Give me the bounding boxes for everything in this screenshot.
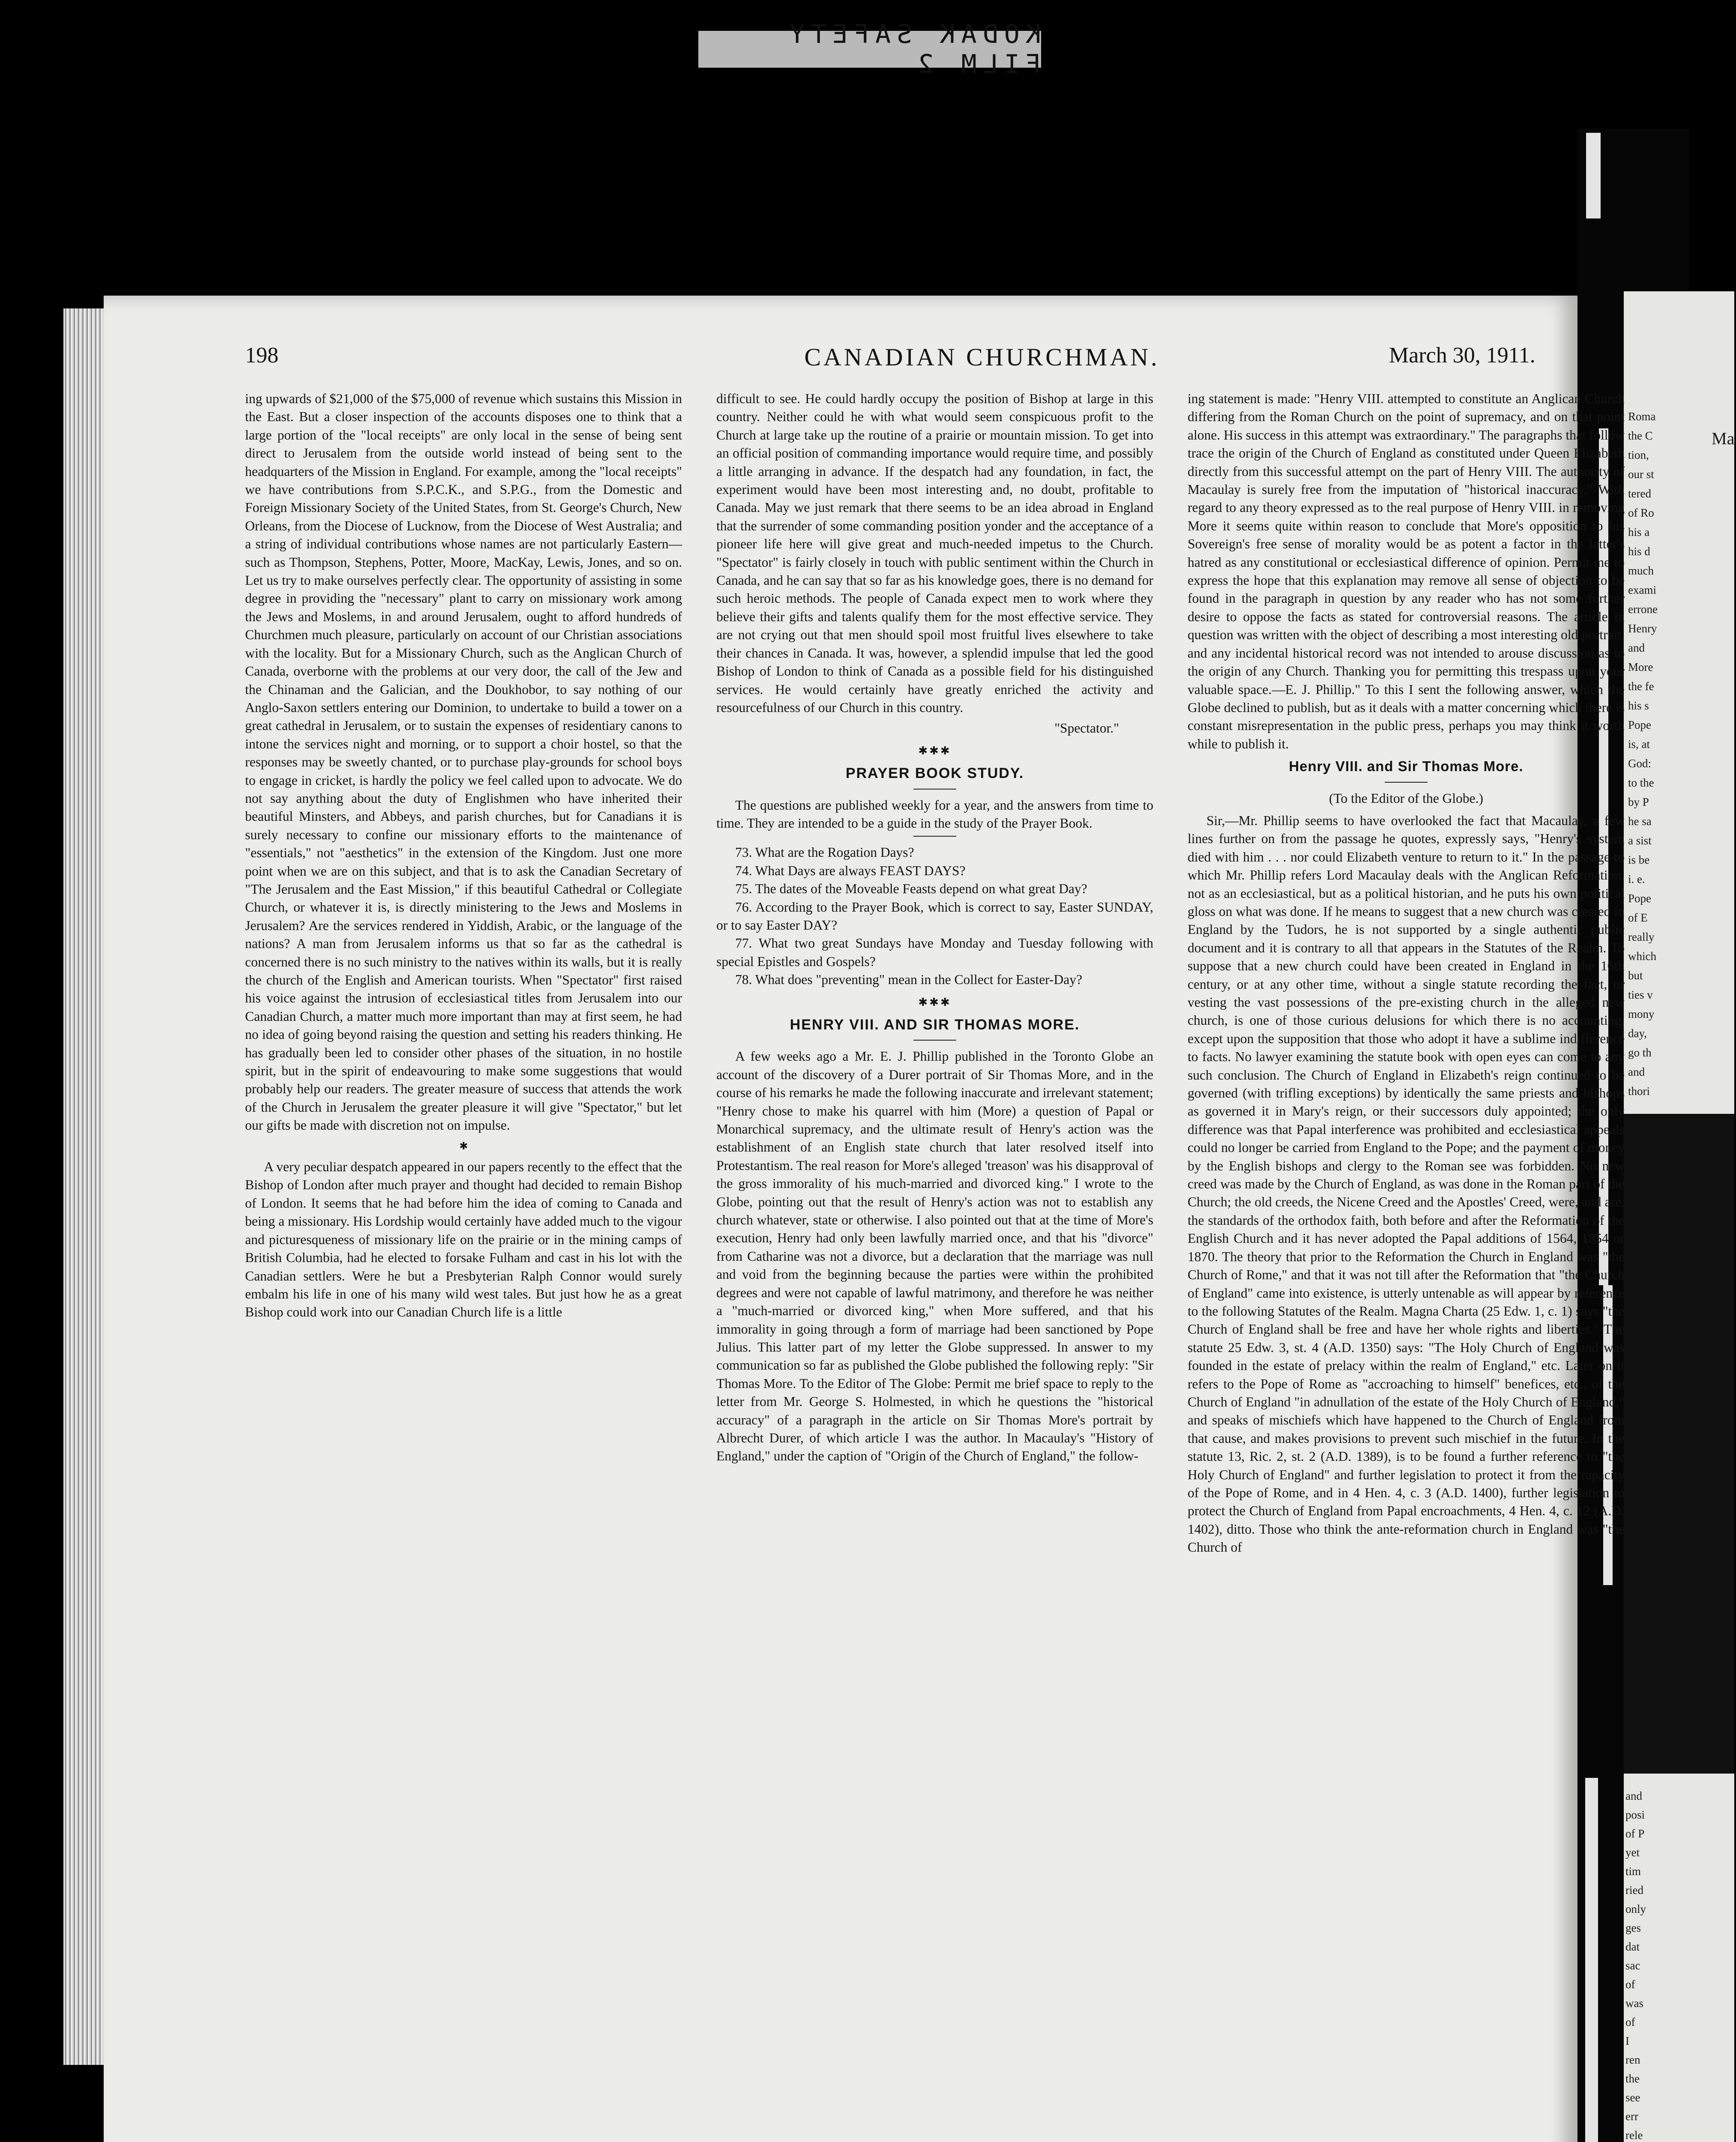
heading-rule — [913, 1040, 956, 1041]
facing-page-line: the — [1625, 2072, 1640, 2085]
column-2 — [716, 390, 1153, 1466]
gutter-bar — [1586, 133, 1601, 218]
question-item: 74. What Days are always FEAST DAYS? — [735, 863, 966, 878]
facing-page-line: mony — [1628, 1008, 1655, 1020]
facing-page-line: I — [1625, 2034, 1629, 2047]
spectator-signoff: "Spectator." — [1054, 721, 1119, 736]
facing-page-line: ried — [1625, 1884, 1643, 1897]
facing-page-line: a sist — [1628, 834, 1652, 847]
film-strip — [0, 0, 1734, 111]
question-item: 75. The dates of the Moveable Feasts depend on what great Day? — [735, 881, 1087, 897]
spectator-article-body: ing upwards of $21,000 of the $75,000 of revenue which sustains this Mission in the East. But a closer inspection of the accounts disposes one to think that a large portion of the "local receipts" are only local in the sense of being sent direct to Jerusalem from the outside world instead of being sent to the headquarters of the Mission in England. For example, among the "local receipts" we have contributions from S.P.C.K., and S.P.G., from the Domestic and Foreign Missionary Society of the United States, from St. George's Church, New Orleans, from the Diocese of Lucknow, from the Diocese of West Australia; and a string of individual contributions whose names are not particularly Eastern—such as Thompson, Stephens, Potter, Moore, MacKay, Lewis, Jones, and so on. Let us try to make ourselves perfectly clear. The opportunity of assisting in some degree in providing the "necessary" plant to carry on missionary work among the Jews and Moslems, in and around Jerusalem, ought to afford hundreds of Churchmen much pleasure, particularly on account of our Christian associations with the locality. But for a Missionary Church, such as the Anglican Church of Canada, overborne with the problems at our very door, the call of the Jew and the Chinaman and the Galician, and the Doukhobor, to say nothing of our Anglo-Saxon settlers entering our Dominion, to undertake to build a tower on a great cathedral in Jerusalem, or to sustain the expenses of residentiary canons to intone the services night and morning, or to support a choir hostel, so that the responses may be sweetly chanted, or to purchase play-grounds for school boys to engage in cricket, is hardly the policy we feel called upon to advocate. We do not say anything about the duty of Englishmen who have inherited their beautiful Minsters, and Abbeys, and parish churches, but for Canadians it is surely necessary to confine our missionary efforts to the maintenance of "essentials," not "aesthetics" in the extension of the Kingdom. Just one more point when we are on this subject, and that is to ask the Canadian Secretary of "The Jerusalem and the East Mission," if this beautiful Cathedral or Collegiate Church, or whatever it is, is directly ministering to the Jews and Moslems in Jerusalem? Are the services rendered in Yiddish, Arabic, or the language of the nations? A man from Jerusalem informs us that so far as the cathedral is concerned there is no such ministry to the natives within its walls, but it is really the church of the English and American tourists. When "Spectator" first raised his voice against the intrusion of ecclesiastical titles from Jerusalem into our Canadian Church, a matter much more important than may at first seem, he had no idea of going beyond raising the question and setting his readers thinking. He has gradually been led to consider other phases of the situation, in no hostile spirit, but in the spirit of endeavouring to make some suggestions that would probably help our readers. The greater measure of success that attends the work of the Church in Jerusalem the greater pleasure it will give "Spectator," but let our gifts be made with discretion not on impulse. — [245, 391, 682, 1133]
facing-page-line: of — [1625, 1978, 1635, 1991]
facing-page-line: day, — [1628, 1027, 1647, 1040]
prayer-book-study-heading: PRAYER BOOK STUDY. — [845, 765, 1024, 782]
prayer-book-intro: The questions are published weekly for a year, and the answers from time to time. They are intended to be a guide in the study of the Prayer Book. — [716, 797, 1153, 831]
facing-page-line: was — [1625, 1997, 1643, 2010]
question-list — [716, 844, 1153, 989]
facing-page-line: God: — [1628, 757, 1651, 770]
section-dingbat: ✱✱✱ — [918, 996, 952, 1008]
question-item: 76. According to the Prayer Book, which is correct to say, Easter SUNDAY, or to say Easter DAY? — [716, 899, 1153, 933]
facing-page-line: tim — [1625, 1865, 1641, 1878]
stacked-page-edges — [63, 308, 104, 2065]
facing-page-line: Pope — [1628, 718, 1651, 731]
heading-rule — [913, 836, 956, 837]
facing-page-line: Henry — [1628, 622, 1657, 635]
facing-page-line: and — [1628, 1065, 1645, 1078]
facing-page-line: tion, — [1628, 449, 1649, 461]
facing-page-line: ges — [1625, 1921, 1641, 1934]
facing-page-line: and — [1625, 1789, 1642, 1802]
facing-page-line: by P — [1628, 796, 1649, 808]
facing-page-line: Roma — [1628, 410, 1656, 423]
facing-page-line: and — [1628, 641, 1645, 654]
facing-page-line: really — [1628, 930, 1655, 943]
facing-page-upper-text — [1628, 407, 1731, 1101]
facing-page-line: ties v — [1628, 988, 1653, 1001]
facing-page-line: err — [1625, 2110, 1638, 2123]
letter-subheading: Henry VIII. and Sir Thomas More. — [1289, 758, 1523, 775]
gutter-bar — [1585, 1778, 1598, 2142]
facing-page-line: i. e. — [1628, 873, 1645, 886]
column-3 — [1188, 390, 1625, 1557]
facing-page-line: tered — [1628, 487, 1651, 500]
facing-page-line: of E — [1628, 911, 1648, 924]
facing-page-line: his d — [1628, 545, 1650, 558]
facing-page-line: see — [1625, 2091, 1640, 2104]
facing-page-header: Ma — [1712, 429, 1735, 448]
facing-page-line: of Ro — [1628, 506, 1654, 519]
to-the-editor-line: (To the Editor of the Globe.) — [1329, 790, 1483, 806]
facing-page-line: go th — [1628, 1046, 1652, 1059]
question-item: 73. What are the Rogation Days? — [735, 845, 914, 860]
question-item: 77. What two great Sundays have Monday and Tuesday following with special Epistles and Gospels? — [716, 936, 1153, 969]
facing-page-line: much — [1628, 564, 1654, 577]
facing-page-line: errone — [1628, 603, 1658, 616]
facing-page-line: of P — [1625, 1827, 1645, 1840]
facing-page-line: is, at — [1628, 738, 1650, 751]
section-dingbat: ✱✱✱ — [918, 744, 952, 757]
facing-page-line: posi — [1625, 1808, 1645, 1821]
section-ornament: ✱ — [459, 1140, 468, 1152]
page-number: 198 — [245, 343, 278, 368]
facing-page-line: thori — [1628, 1085, 1650, 1098]
facing-page-lower-text — [1625, 1786, 1736, 2142]
masthead: CANADIAN CHURCHMAN. — [804, 343, 1160, 371]
facing-page-line: yet — [1625, 1846, 1640, 1859]
facing-page-line: the C — [1628, 429, 1653, 442]
facing-page-line: is be — [1628, 853, 1650, 866]
facing-page-line: Pope — [1628, 892, 1651, 905]
letter-body: Sir,—Mr. Phillip seems to have overlooked the fact that Macaulay, a few lines further on from the passage he quotes, expressly says, "Henry's system died with him . . . nor could Elizabeth venture to return to it." In the passage to which Mr. Phillip refers Lord Macaulay deals with the Anglican Reformation, not as an ecclesiastical, but as a political historian, and he puts his own political gloss on what was done. If he means to suggest that a new church was created in England by the Tudors, he is not supported by a single authentic public document and it is contrary to all that appears in the Statutes of the Realm. To suppose that a new church could have been created in England in the 16th century, or at any other time, without a single statute recording the fact, or vesting the vast possessions of the pre-existing church in the alleged new church, is one of those curious delusions for which there is no accounting, except upon the supposition that those who adopt it have a sublime indifference to facts. No lawyer examining the statute book with open eyes can come to any such conclusion. The Church of England in Elizabeth's reign continued to be governed (with trifling exceptions) by identically the same priests and bishops as governed it in Mary's reign, or their successors duly appointed; the only difference was that Papal interference was prohibited and ecclesiastical appeals could no longer be carried from England to the Pope; and the payment of money by the English bishops and clergy to the Roman see was forbidden. No new creed was made by the Church of England, as was done in the Roman part of the Church; the old creeds, the Nicene Creed and the Apostles' Creed, were, and are, the standards of the orthodox faith, both before and after the Reformation of the English Church and it has never adopted the Papal additions of 1564, 1854 or 1870. The theory that prior to the Reformation the Church in England was "the Church of Rome," and that it was not till after the Reformation that "the Church of England" came into existence, is utterly untenable as will appear by reference to the following Statutes of the Realm. Magna Charta (25 Edw. 1, c. 1) says "the Church of England shall be free and have her whole rights and liberties." The statute 25 Edw. 3, st. 4 (A.D. 1350) says: "The Holy Church of England was founded in the estate of prelacy within the realm of England," etc. Later on it refers to the Pope of Rome as "accroaching to himself" benefices, etc., of the Church of England "in adnullation of the estate of the Holy Church of England," and speaks of mischiefs which have happened to the Church of England from that cause, and makes provisions to prevent such mischief in the future. In the statute 13, Ric. 2, st. 2 (A.D. 1389), is to be found a further reference to "the Holy Church of England" and further legislation to protect it from the rapacity of the Pope of Rome, and in 4 Hen. 4, c. 3 (A.D. 1400), further legislation to protect the Church of England from Papal encroachments, 4 Hen. 4, c. 12 (A.D. 1402), ditto. Those who think the ante-reformation church in England was "the Church of — [1188, 813, 1625, 1555]
spectator-article-continued: difficult to see. He could hardly occupy the position of Bishop at large in this country. Neither could he with what would seem conspicuous profit to the Church at large take up the routine of a prairie or mountain mission. To get into an official position of commanding importance would require time, and possibly a little arranging in advance. If the despatch had any foundation, in fact, the experiment would have been most interesting and, no doubt, profitable to Canada. May we just remark that there seems to be an idea abroad in England that the surrender of some commanding position yonder and the acceptance of a pioneer life here will give great and much-needed impetus to the Church. "Spectator" is fairly closely in touch with public sentiment within the Church in Canada, and he can say that so far as his knowledge goes, there is no demand for such heroic methods. The people of Canada expect men to work where they believe their gifts and talents qualify them for the most effective service. They are not crying out that men should spoil most fruitful lives elsewhere to take their chances in Canada. It was, however, a splendid impulse that led the good Bishop of London to think of Canada as a possible field for his distinguished services. He would certainly have greatly enriched the activity and resourcefulness of our Church in this country. — [716, 391, 1153, 715]
facing-page-line: he sa — [1628, 815, 1652, 828]
film-edge-label: KODAK SAFETY FILM 2 — [698, 31, 1041, 68]
heading-rule — [1385, 782, 1428, 783]
facing-page-line: our st — [1628, 468, 1654, 481]
facing-page-line: to the — [1628, 776, 1654, 789]
facing-page-line: his s — [1628, 699, 1649, 712]
facing-page-line: rele — [1625, 2129, 1643, 2142]
facing-page-line: which — [1628, 950, 1656, 963]
facing-page-line: but — [1628, 969, 1643, 982]
heading-rule — [913, 789, 956, 790]
facing-page-line: ren — [1625, 2053, 1640, 2066]
facing-page-illustration — [1624, 1114, 1734, 1774]
facing-page-line: More — [1628, 661, 1653, 673]
facing-page-line: only — [1625, 1903, 1646, 1915]
facing-page-line: the fe — [1628, 680, 1654, 693]
question-item: 78. What does "preventing" mean in the Collect for Easter-Day? — [735, 972, 1082, 987]
facing-page-line: exami — [1628, 583, 1656, 596]
henry-viii-article-continued: ing statement is made: "Henry VIII. attempted to constitute an Anglican Church differing from the Roman Church on the point of supremacy, and on that point alone. His success in this attempt was extraordinary." The paragraphs that follow trace the origin of the Church of England as constituted under Queen Elizabeth directly from this successful attempt on the part of Henry VIII. The authority of Macaulay is surely free from the imputation of "historical inaccuracy." With regard to any theory expressed as to the real purpose of Henry VIII. in removing More it seems quite within reason to conclude that More's opposition to his Sovereign's free sense of morality would be as potent a factor in the latter's hatred as any constitutional or ecclesiastical difference of opinion. Permit me to express the hope that this explanation may remove all sense of objection to be found in the paragraph in question by any reader who has not some further desire to oppose the facts as stated for controversial reasons. The article in question was written with the object of describing a most interesting old portrait, and any incidental historical record was not intended to arouse discussion as to the origin of any Church. Thanking you for permitting this trespass upon your valuable space.—E. J. Phillip." To this I sent the following answer, which the Globe declined to publish, but as it deals with a matter concerning which there is constant misrepresentation in the public press, perhaps you may think it worth while to publish it. — [1188, 391, 1625, 751]
bishop-of-london-paragraph: A very peculiar despatch appeared in our papers recently to the effect that the Bishop of London after much prayer and thought had decided to remain Bishop of London. It seems that he had before him the idea of coming to Canada and being a missionary. His Lordship would certainly have added much to the vigour and picturesqueness of missionary life on the prairie or in the mining camps of British Columbia, had he elected to forsake Fulham and cast in his lot with the Canadian settlers. Were he but a Presbyterian Ralph Connor would surely embalm his life in one of his many wild west tales. But just how he as a great Bishop could work into our Canadian Church life is a little — [245, 1159, 682, 1320]
facing-page-line: of — [1625, 2016, 1635, 2028]
facing-page-line: dat — [1625, 1940, 1640, 1953]
column-1 — [245, 390, 682, 1322]
henry-viii-heading: HENRY VIII. AND SIR THOMAS MORE. — [790, 1017, 1080, 1033]
newspaper-page — [104, 296, 1625, 2142]
facing-page-fragment — [1624, 291, 1734, 2142]
issue-date: March 30, 1911. — [1389, 343, 1535, 368]
henry-viii-article-body: A few weeks ago a Mr. E. J. Phillip published in the Toronto Globe an account of the discovery of a Durer portrait of Sir Thomas More, and in the course of his remarks he made the following inaccurate and irrelevant statement; "Henry chose to make his quarrel with him (More) a question of Papal or Monarchical supremacy, and the ultimate result of Henry's action was the establishment of an English state church that later resolved itself into Protestantism. The real reason for More's alleged 'treason' was his disapproval of the gross immorality of his much-married and divorced king." I wrote to the Globe, pointing out that the result of Henry's action was not to establish any church whatever, state or otherwise. I also pointed out that at the time of More's execution, Henry had only been lawfully married once, and that his "divorce" from Catharine was not a divorce, but a declaration that the marriage was null and void from the beginning because the parties were within the prohibited degrees and were not capable of lawful matrimony, and therefore he was neither a "much-married or divorced king," when More suffered, and that his immorality in going through a form of marriage had been sanctioned by Pope Julius. This latter part of my letter the Globe suppressed. In answer to my communication so far as published the Globe published the following reply: "Sir Thomas More. To the Editor of The Globe: Permit me brief space to reply to the letter from Mr. George S. Holmested, in which he questions the "historical accuracy" of a paragraph in the article on Sir Thomas More's portrait by Albrecht Durer, of which article I was the author. In Macaulay's "History of England," under the caption of "Origin of the Church of England," the follow- — [716, 1049, 1153, 1464]
facing-page-line: sac — [1625, 1959, 1640, 1972]
facing-page-line: his a — [1628, 526, 1650, 538]
